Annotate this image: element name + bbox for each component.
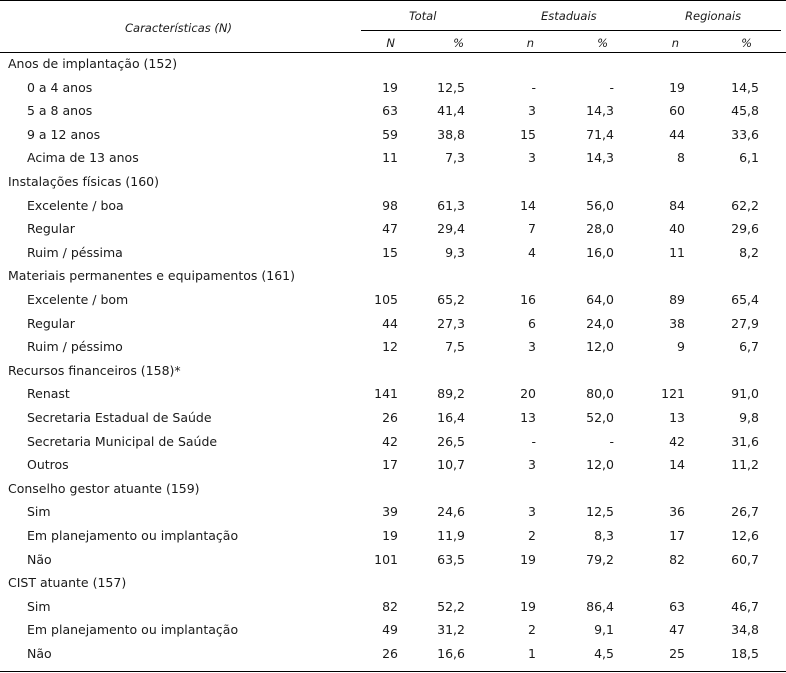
cell-estaduais-pct: 14,3 [586,150,614,166]
row-label: 0 a 4 anos [27,79,93,95]
row-label: Secretaria Estadual de Saúde [27,410,212,425]
table-row [0,595,786,619]
cell-estaduais-n: 2 [528,622,536,638]
cell-regionais-pct: 9,8 [739,410,759,425]
row-label: Acima de 13 anos [27,150,139,166]
cell-total-n: 19 [382,79,398,95]
cell-regionais-pct: 34,8 [731,622,759,638]
table-row [0,76,786,100]
cell-regionais-pct: 46,7 [731,598,759,614]
table-row [0,524,786,548]
cell-total-pct: 63,5 [437,551,465,567]
cell-estaduais-n: 6 [528,315,536,331]
header-regionais-pct: % [741,36,752,50]
cell-regionais-pct: 60,7 [731,551,759,567]
row-label: Ruim / péssima [27,244,123,260]
cell-estaduais-pct: 12,0 [586,339,614,355]
table-row [0,548,786,572]
cell-regionais-n: 17 [669,528,685,543]
cell-estaduais-pct: - [609,433,614,449]
table-group-row [0,571,786,595]
cell-regionais-n: 82 [669,551,685,567]
cell-estaduais-pct: 14,3 [586,103,614,119]
table-row [0,194,786,218]
cell-regionais-pct: 33,6 [731,126,759,142]
header-total-n: N [386,36,395,50]
cell-total-n: 59 [382,126,398,142]
cell-estaduais-n: 19 [520,598,536,614]
cell-total-pct: 38,8 [437,126,465,142]
cell-estaduais-n: 2 [528,528,536,543]
cell-estaduais-n: 1 [528,646,536,661]
cell-total-pct: 12,5 [437,79,465,95]
header-total: Total [409,9,437,23]
table-bottom-rule [0,671,786,672]
cell-regionais-n: 63 [669,598,685,614]
cell-estaduais-pct: 28,0 [586,221,614,237]
row-label: Em planejamento ou implantação [27,622,239,638]
cell-total-pct: 7,5 [445,339,465,355]
cell-estaduais-pct: 4,5 [594,646,614,661]
cell-regionais-n: 84 [669,197,685,213]
cell-estaduais-n: 20 [520,386,536,402]
cell-total-n: 105 [374,292,398,307]
cell-estaduais-pct: 56,0 [586,197,614,213]
cell-regionais-pct: 11,2 [731,457,759,473]
cell-estaduais-pct: 24,0 [586,315,614,331]
row-label: Excelente / boa [27,197,124,213]
cell-total-pct: 7,3 [445,150,465,166]
table-row [0,642,786,666]
cell-estaduais-n: 3 [528,504,536,520]
cell-regionais-pct: 8,2 [739,244,759,260]
header-regionais: Regionais [685,9,742,23]
table-group-row [0,477,786,501]
table-row [0,430,786,454]
cell-total-pct: 89,2 [437,386,465,402]
cell-total-pct: 11,9 [437,528,465,543]
cell-total-pct: 9,3 [445,244,465,260]
cell-total-pct: 31,2 [437,622,465,638]
table-row [0,500,786,524]
cell-estaduais-pct: - [609,79,614,95]
cell-total-pct: 41,4 [437,103,465,119]
cell-estaduais-pct: 80,0 [586,386,614,402]
cell-regionais-n: 38 [669,315,685,331]
cell-estaduais-n: 16 [520,292,536,307]
table-row [0,453,786,477]
cell-estaduais-pct: 64,0 [586,292,614,307]
cell-regionais-n: 11 [669,244,685,260]
cell-estaduais-n: 19 [520,551,536,567]
cell-estaduais-pct: 12,5 [586,504,614,520]
cell-estaduais-n: 3 [528,457,536,473]
cell-total-n: 101 [374,551,398,567]
cell-regionais-pct: 6,1 [739,150,759,166]
row-label: Recursos financeiros (158)* [8,362,181,378]
cell-total-pct: 27,3 [437,315,465,331]
cell-regionais-n: 25 [669,646,685,661]
cell-estaduais-pct: 52,0 [586,410,614,425]
row-label: Não [27,551,52,567]
cell-total-n: 17 [382,457,398,473]
header-characteristics: Características (N) [125,21,232,35]
cell-estaduais-n: 3 [528,339,536,355]
row-label: Regular [27,315,75,331]
row-label: Materiais permanentes e equipamentos (161) [8,268,295,284]
table-row [0,618,786,642]
row-label: Sim [27,598,51,614]
cell-regionais-pct: 31,6 [731,433,759,449]
cell-total-n: 15 [382,244,398,260]
cell-regionais-n: 89 [669,292,685,307]
cell-total-n: 47 [382,221,398,237]
table-row [0,123,786,147]
table-row [0,288,786,312]
cell-estaduais-pct: 12,0 [586,457,614,473]
header-estaduais: Estaduais [541,9,597,23]
cell-total-pct: 26,5 [437,433,465,449]
cell-estaduais-n: 4 [528,244,536,260]
cell-regionais-n: 47 [669,622,685,638]
cell-estaduais-pct: 8,3 [594,528,614,543]
row-label: Ruim / péssimo [27,339,123,355]
cell-estaduais-pct: 71,4 [586,126,614,142]
cell-regionais-pct: 12,6 [731,528,759,543]
cell-regionais-n: 121 [661,386,685,402]
cell-total-n: 11 [382,150,398,166]
table-row [0,335,786,359]
cell-estaduais-n: - [531,79,536,95]
cell-total-n: 26 [382,646,398,661]
cell-estaduais-n: 15 [520,126,536,142]
cell-estaduais-pct: 9,1 [594,622,614,638]
table-group-row [0,170,786,194]
header-group-rule [361,30,781,31]
cell-total-pct: 29,4 [437,221,465,237]
cell-total-n: 44 [382,315,398,331]
cell-regionais-n: 44 [669,126,685,142]
cell-regionais-n: 42 [669,433,685,449]
row-label: Regular [27,221,75,237]
cell-regionais-pct: 26,7 [731,504,759,520]
cell-total-n: 49 [382,622,398,638]
row-label: Não [27,646,52,661]
cell-total-pct: 61,3 [437,197,465,213]
cell-total-n: 19 [382,528,398,543]
cell-regionais-n: 9 [677,339,685,355]
cell-estaduais-n: 13 [520,410,536,425]
cell-regionais-n: 8 [677,150,685,166]
cell-regionais-pct: 91,0 [731,386,759,402]
row-label: Instalações físicas (160) [8,174,160,189]
cell-estaduais-pct: 79,2 [586,551,614,567]
cell-regionais-n: 13 [669,410,685,425]
cell-regionais-pct: 62,2 [731,197,759,213]
cell-estaduais-n: - [531,433,536,449]
row-label: Sim [27,504,51,520]
cell-regionais-n: 36 [669,504,685,520]
header-estaduais-n: n [526,36,534,50]
cell-regionais-pct: 27,9 [731,315,759,331]
row-label: Renast [27,386,70,402]
table-row [0,217,786,241]
cell-total-pct: 10,7 [437,457,465,473]
cell-total-pct: 16,6 [437,646,465,661]
cell-regionais-n: 40 [669,221,685,237]
table-group-row [0,52,786,76]
cell-estaduais-n: 3 [528,150,536,166]
table-row [0,312,786,336]
cell-estaduais-n: 14 [520,197,536,213]
cell-estaduais-n: 7 [528,221,536,237]
cell-total-n: 98 [382,197,398,213]
cell-regionais-n: 14 [669,457,685,473]
cell-total-n: 39 [382,504,398,520]
cell-total-n: 63 [382,103,398,119]
row-label: Outros [27,457,69,473]
cell-total-pct: 52,2 [437,598,465,614]
cell-total-pct: 24,6 [437,504,465,520]
cell-total-pct: 16,4 [437,410,465,425]
table-row [0,406,786,430]
cell-regionais-pct: 14,5 [731,79,759,95]
cell-regionais-n: 19 [669,79,685,95]
row-label: CIST atuante (157) [8,575,127,591]
row-label: Conselho gestor atuante (159) [8,480,200,496]
cell-estaduais-pct: 16,0 [586,244,614,260]
table-group-row [0,264,786,288]
row-label: Secretaria Municipal de Saúde [27,433,218,449]
cell-estaduais-pct: 86,4 [586,598,614,614]
row-label: Em planejamento ou implantação [27,528,239,543]
row-label: Excelente / bom [27,292,129,307]
cell-regionais-pct: 29,6 [731,221,759,237]
header-estaduais-pct: % [597,36,608,50]
header-total-pct: % [453,36,464,50]
cell-total-n: 42 [382,433,398,449]
table-row [0,146,786,170]
table-top-rule [0,0,786,1]
cell-regionais-pct: 45,8 [731,103,759,119]
cell-regionais-pct: 18,5 [731,646,759,661]
table-group-row [0,359,786,383]
table-row [0,99,786,123]
row-label: 9 a 12 anos [27,126,101,142]
table-row [0,382,786,406]
cell-total-n: 141 [374,386,398,402]
table-row [0,241,786,265]
cell-total-n: 12 [382,339,398,355]
cell-total-pct: 65,2 [437,292,465,307]
cell-total-n: 26 [382,410,398,425]
cell-estaduais-n: 3 [528,103,536,119]
row-label: Anos de implantação (152) [8,56,178,71]
row-label: 5 a 8 anos [27,103,93,119]
cell-regionais-pct: 65,4 [731,292,759,307]
cell-total-n: 82 [382,598,398,614]
cell-regionais-n: 60 [669,103,685,119]
header-regionais-n: n [671,36,679,50]
cell-regionais-pct: 6,7 [739,339,759,355]
